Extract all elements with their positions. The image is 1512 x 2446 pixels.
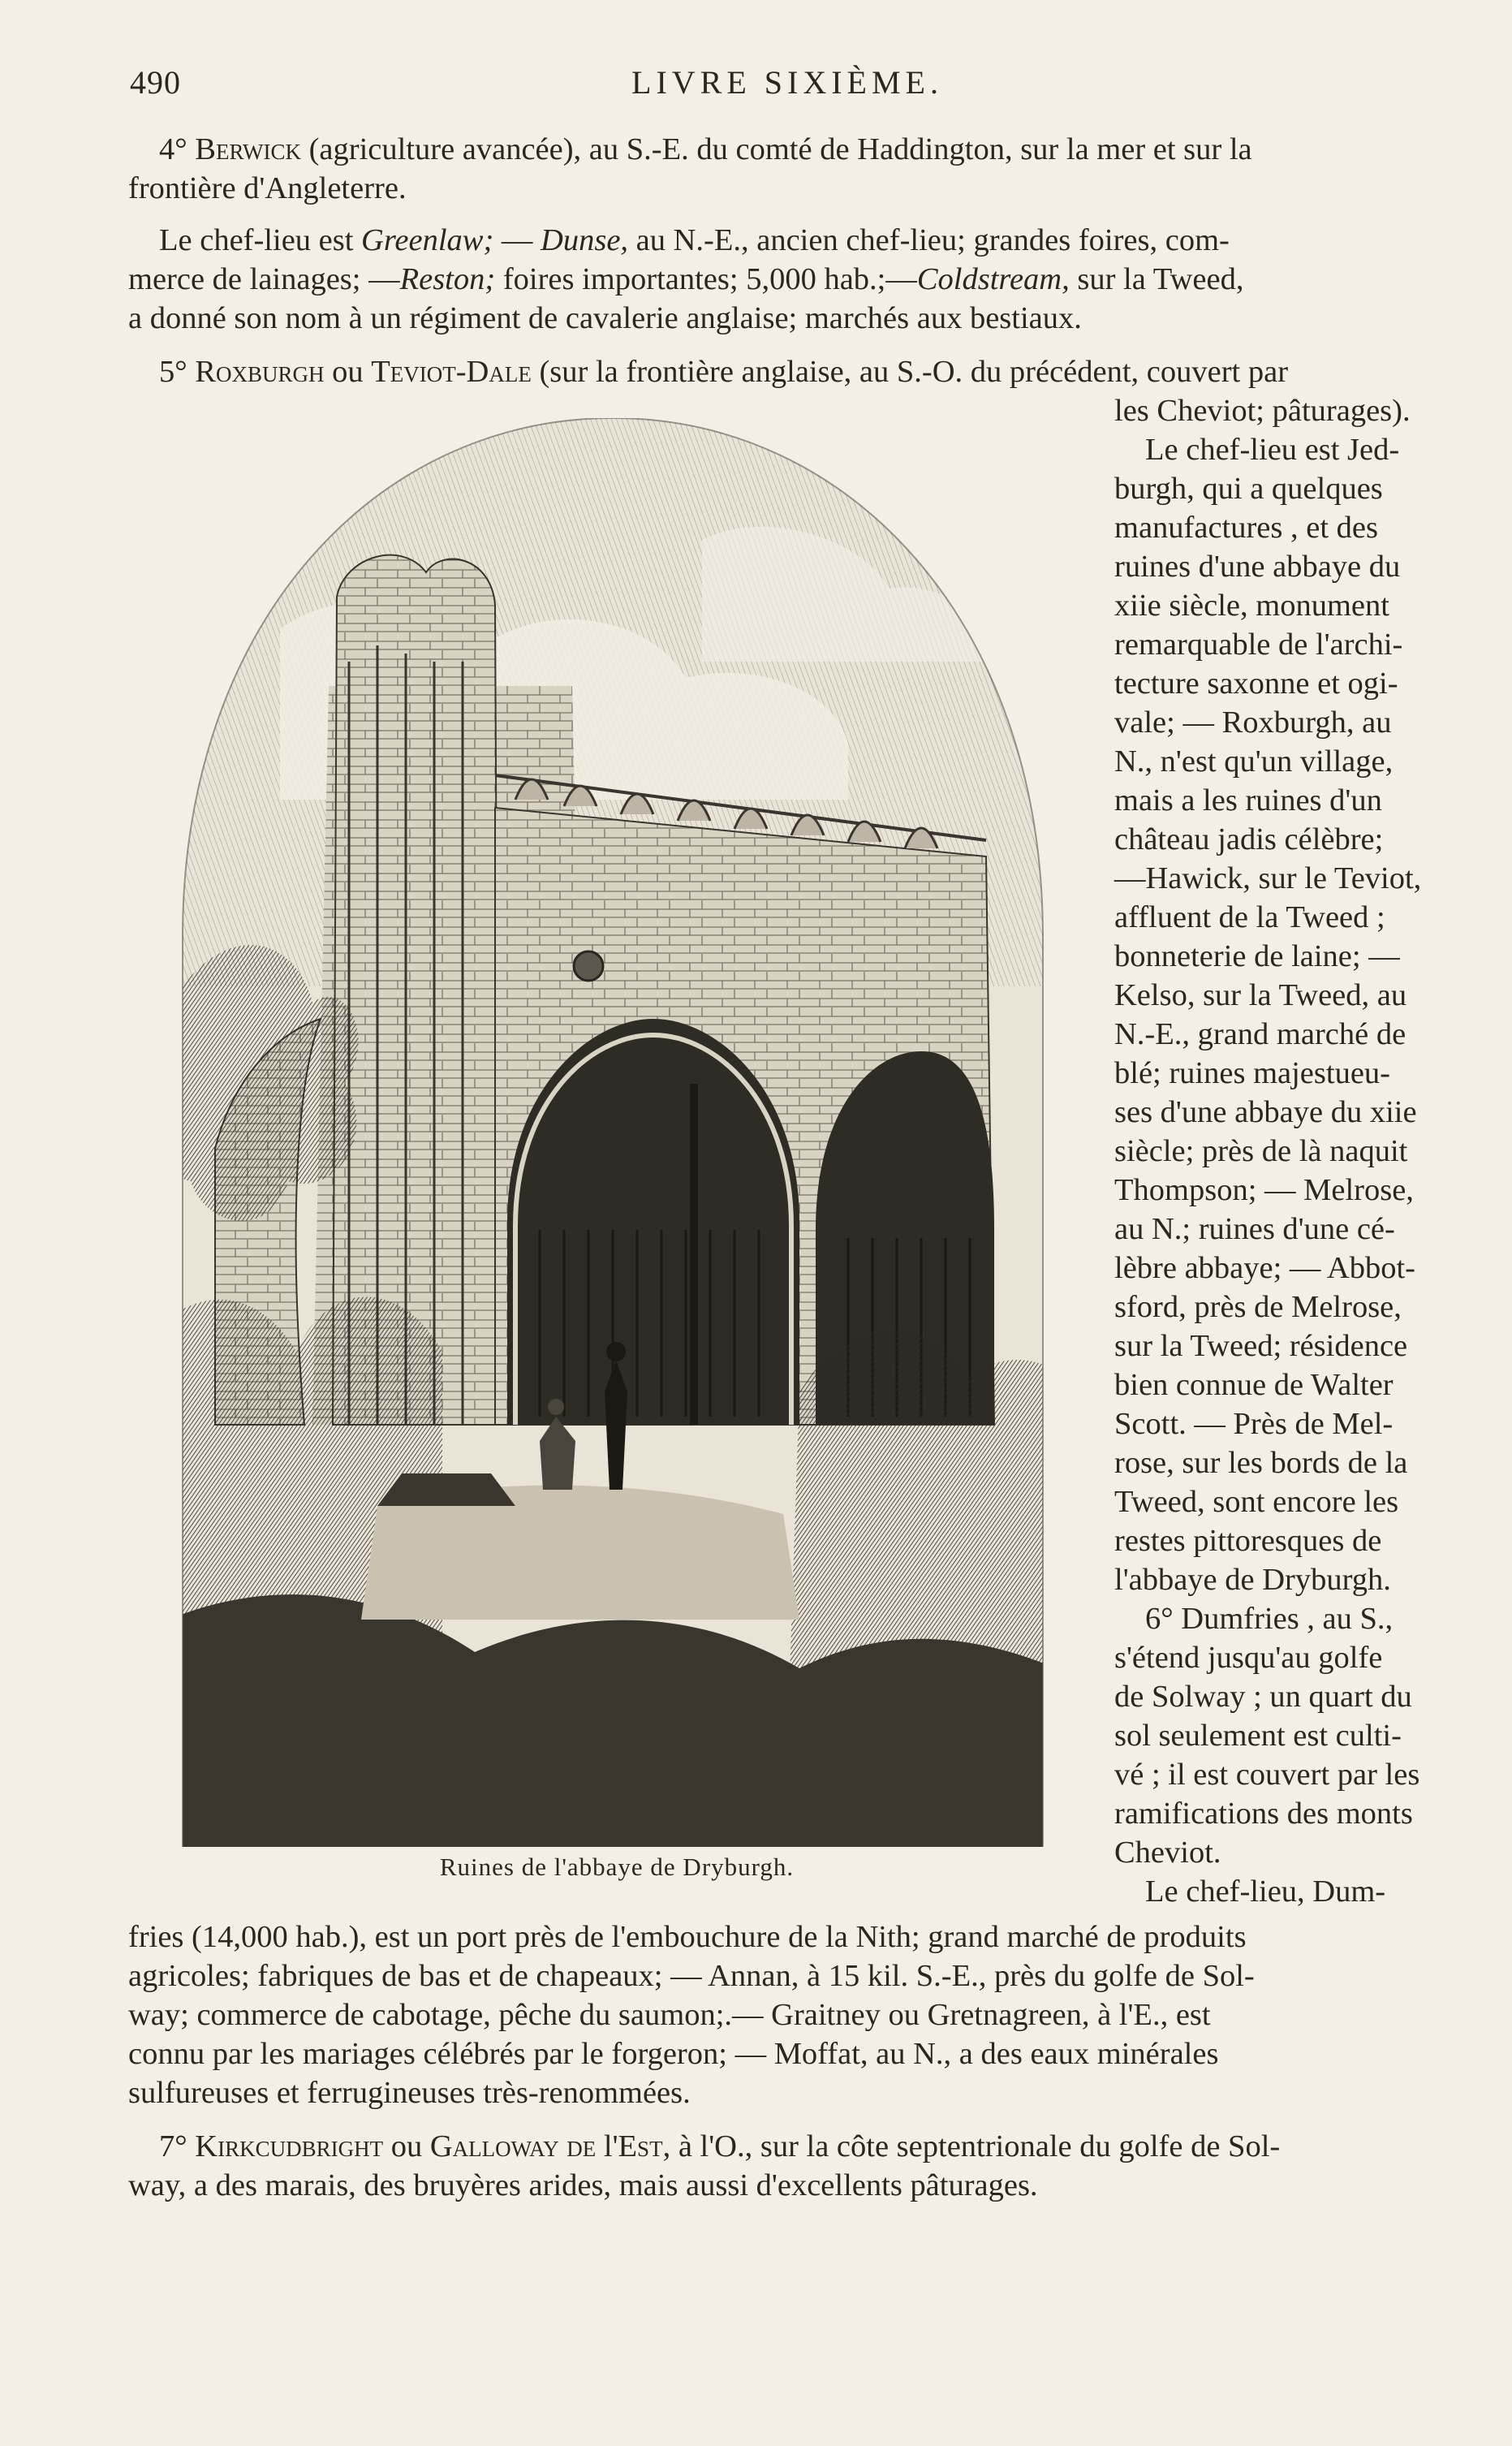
text-line: rose, sur les bords de la xyxy=(1114,1446,1408,1480)
text-line: siècle; près de là naquit xyxy=(1114,1134,1408,1168)
text-line: xiie siècle, monument xyxy=(1114,589,1389,623)
text-line: restes pittoresques de xyxy=(1114,1524,1382,1558)
text-line: connu par les mariages célébrés par le forgeron; — Moffat, au N., a des eaux minérales xyxy=(128,2037,1219,2071)
text-line: château jadis célèbre; xyxy=(1114,822,1384,856)
text-line: bien connue de Walter xyxy=(1114,1368,1394,1402)
text-line: way; commerce de cabotage, pêche du saumon;.— Graitney ou Gretnagreen, à l'E., est xyxy=(128,1998,1211,2032)
county-name: Berwick xyxy=(195,132,301,166)
abbey-engraving xyxy=(134,418,1092,1863)
text-line: ses d'une abbaye du xiie xyxy=(1114,1095,1417,1129)
text-line: —Hawick, sur le Teviot, xyxy=(1114,861,1422,895)
page-header xyxy=(130,57,1445,106)
text-line: Tweed, sont encore les xyxy=(1114,1485,1399,1519)
text-line: merce de lainages; —Reston; foires importantes; 5,000 hab.;—Coldstream, sur la Tweed, xyxy=(128,262,1244,296)
text-line: 5° Roxburgh ou Teviot-Dale (sur la frontière anglaise, au S.-O. du précédent, couvert par xyxy=(159,355,1289,389)
engraving-illustration xyxy=(134,418,1092,1863)
text-line: Cheviot. xyxy=(1114,1836,1221,1870)
text-line: way, a des marais, des bruyères arides, mais aussi d'excellents pâturages. xyxy=(128,2168,1038,2202)
text-line: mais a les ruines d'un xyxy=(1114,783,1382,817)
text-line: Kelso, sur la Tweed, au xyxy=(1114,978,1407,1012)
text-line: s'étend jusqu'au golfe xyxy=(1114,1641,1383,1675)
text-line: 4° Berwick (agriculture avancée), au S.-E. du comté de Haddington, sur la mer et sur la xyxy=(159,132,1252,166)
section-kirkcudbright xyxy=(128,2127,1445,2205)
text-line: l'abbaye de Dryburgh. xyxy=(1114,1563,1391,1597)
text-line: Le chef-lieu est Jed- xyxy=(1145,433,1400,467)
text-line: au N.; ruines d'une cé- xyxy=(1114,1212,1395,1246)
text-line: N., n'est qu'un village, xyxy=(1114,744,1394,779)
text-line: Le chef-lieu est Greenlaw; — Dunse, au N.-E., ancien chef-lieu; grandes foires, com- xyxy=(159,223,1230,257)
text-line: lèbre abbaye; — Abbot- xyxy=(1114,1251,1415,1285)
text-line: bonneterie de laine; — xyxy=(1114,939,1400,973)
text-line: manufactures , et des xyxy=(1114,511,1378,545)
text-line: sol seulement est culti- xyxy=(1114,1719,1402,1753)
text-line: tecture saxonne et ogi- xyxy=(1114,667,1398,701)
text-line: fries (14,000 hab.), est un port près de l'embouchure de la Nith; grand marché de produits xyxy=(128,1920,1247,1954)
side-column-text xyxy=(1114,430,1447,1911)
text-line: ruines d'une abbaye du xyxy=(1114,550,1401,584)
text-line: 6° Dumfries , au S., xyxy=(1145,1602,1394,1636)
text-line: les Cheviot; pâturages). xyxy=(1114,394,1411,428)
text-line: affluent de la Tweed ; xyxy=(1114,900,1385,934)
text-line: agricoles; fabriques de bas et de chapeaux; — Annan, à 15 kil. S.-E., près du golfe de Sol- xyxy=(128,1959,1255,1993)
text-line: a donné son nom à un régiment de cavalerie anglaise; marchés aux bestiaux. xyxy=(128,301,1082,335)
text-line: N.-E., grand marché de xyxy=(1114,1017,1406,1051)
paragraph-dumfries xyxy=(128,1918,1445,2112)
text-line: 7° Kirkcudbright ou Galloway de l'Est, à l'O., sur la côte septentrionale du golfe de Sol- xyxy=(159,2129,1281,2163)
text-line: Thompson; — Melrose, xyxy=(1114,1173,1414,1207)
text-line: ramifications des monts xyxy=(1114,1797,1413,1831)
text-line: Le chef-lieu, Dum- xyxy=(1145,1874,1386,1909)
text-line: sulfureuses et ferrugineuses très-renommées. xyxy=(128,2076,691,2110)
text-line: sur la Tweed; résidence xyxy=(1114,1329,1408,1363)
text-line: blé; ruines majestueu- xyxy=(1114,1056,1390,1090)
section-berwick xyxy=(128,130,1445,208)
text-line: de Solway ; un quart du xyxy=(1114,1680,1412,1714)
text-line: vale; — Roxburgh, au xyxy=(1114,705,1392,740)
text-line: sford, près de Melrose, xyxy=(1114,1290,1402,1324)
running-title: LIVRE SIXIÈME. xyxy=(631,64,943,101)
text-line: remarquable de l'archi- xyxy=(1114,628,1403,662)
page-number: 490 xyxy=(130,64,181,101)
figure-caption: Ruines de l'abbaye de Dryburgh. xyxy=(439,1853,795,1881)
text-line: burgh, qui a quelques xyxy=(1114,472,1383,506)
paragraph-greenlaw xyxy=(128,221,1445,338)
text-line: frontière d'Angleterre. xyxy=(128,171,407,205)
text-line: Scott. — Près de Mel- xyxy=(1114,1407,1394,1441)
text-line: vé ; il est couvert par les xyxy=(1114,1758,1420,1792)
